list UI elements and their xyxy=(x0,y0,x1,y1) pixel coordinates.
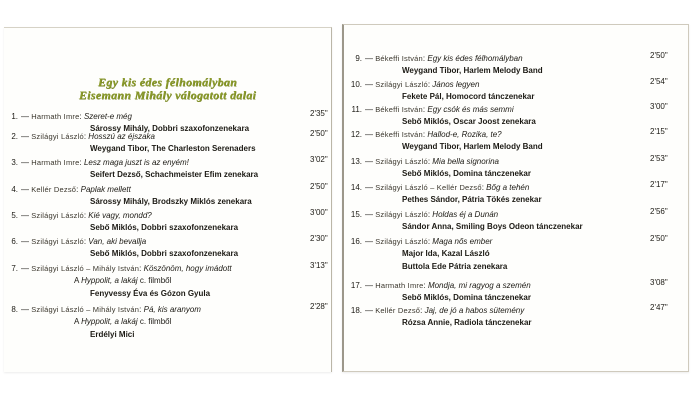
album-subtitle: Eisemann Mihály válogatott dalai xyxy=(78,88,257,102)
track-performer: Rózsa Annie, Radiola tánczenekar xyxy=(402,318,532,327)
track-header xyxy=(4,185,131,195)
track-colon: : xyxy=(427,80,433,89)
track-performer: Erdélyi Mici xyxy=(90,330,135,339)
track-duration: 2'56" xyxy=(650,207,668,216)
film-note-prefix: A xyxy=(74,317,82,326)
track-number: 4. xyxy=(11,185,18,194)
track-title: Pá, kis aranyom xyxy=(143,305,201,314)
track-dash: — xyxy=(365,183,376,192)
track-number: 18. xyxy=(350,306,362,315)
track-number: 8. xyxy=(11,305,18,314)
track-title: Köszönöm, hogy imádott xyxy=(143,264,232,273)
track-dash: — xyxy=(21,112,32,121)
track-number: 11. xyxy=(351,105,362,114)
track-performer: Weygand Tibor, Harlem Melody Band xyxy=(402,66,543,75)
track-colon: : xyxy=(83,211,89,220)
track-performer: Sebő Miklós, Dobbri szaxofonzenekara xyxy=(90,223,239,232)
track-dash: — xyxy=(21,305,32,314)
track-number: 13. xyxy=(350,157,362,166)
track-colon: : xyxy=(422,105,428,114)
track-dash: — xyxy=(365,210,376,219)
track-dash: — xyxy=(21,185,32,194)
track-duration: 2'15" xyxy=(650,127,668,136)
track-dash: — xyxy=(365,281,376,290)
track-header xyxy=(4,158,189,168)
track-duration: 2'53" xyxy=(650,154,668,163)
film-title: Hyppolit, a lakáj xyxy=(81,276,138,285)
track-credit: Kellér Dezső xyxy=(31,185,77,194)
track-performer: Major Ida, Kazal László xyxy=(402,249,490,258)
track-title: Holdas éj a Dunán xyxy=(432,210,499,219)
track-performer: Sándor Anna, Smiling Boys Odeon tánczenekar xyxy=(402,222,583,231)
track-performer: Fenyvessy Éva és Gózon Gyula xyxy=(90,289,211,298)
track-credit: Szilágyi László xyxy=(375,210,428,219)
track-number: 7. xyxy=(11,264,18,273)
track-credit: Szilágyi László xyxy=(375,157,428,166)
track-title: Egy csók és más semmi xyxy=(427,105,514,114)
track-header xyxy=(344,183,529,193)
track-credit: Békeffi István xyxy=(375,130,423,139)
track-credit: Harmath Imre xyxy=(375,281,424,290)
track-performer: Weygand Tibor, The Charleston Serenaders xyxy=(90,144,256,153)
track-colon: : xyxy=(79,112,84,121)
track-duration: 2'28" xyxy=(310,302,328,311)
track-credit: Szilágyi László – Kellér Dezső xyxy=(375,183,482,192)
track-credit: Harmath Imre xyxy=(31,158,80,167)
track-credit: Szilágyi László xyxy=(375,237,428,246)
booklet-right-page xyxy=(342,24,689,372)
track-header xyxy=(4,132,155,142)
track-duration: 3'00" xyxy=(650,102,668,111)
track-duration: 2'35" xyxy=(310,109,328,118)
track-performer: Sebő Miklós, Domina tánczenekar xyxy=(402,293,531,302)
track-header xyxy=(4,112,132,122)
track-credit: Harmath Imre xyxy=(31,112,80,121)
track-duration: 2'54" xyxy=(650,77,668,86)
track-dash: — xyxy=(365,130,376,139)
track-number: 9. xyxy=(355,54,362,63)
track-colon: : xyxy=(422,130,428,139)
track-dash: — xyxy=(21,211,32,220)
track-performer: Sebő Miklós, Oscar Joost zenekara xyxy=(402,117,536,126)
track-credit: Kellér Dezső xyxy=(375,306,421,315)
track-header xyxy=(4,211,152,221)
track-number: 10. xyxy=(350,80,362,89)
track-colon: : xyxy=(423,281,428,290)
track-header xyxy=(344,105,514,115)
track-number: 16. xyxy=(350,237,362,246)
track-colon: : xyxy=(76,185,81,194)
track-duration: 3'00" xyxy=(310,208,328,217)
film-note-prefix: A xyxy=(74,276,82,285)
track-dash: — xyxy=(365,237,376,246)
track-credit: Szilágyi László – Mihály István xyxy=(31,305,140,314)
track-header xyxy=(344,80,479,90)
track-title: Bőg a tehén xyxy=(486,183,530,192)
track-duration: 2'30" xyxy=(310,234,328,243)
track-dash: — xyxy=(21,158,32,167)
track-number: 6. xyxy=(11,237,18,246)
track-header xyxy=(4,264,232,274)
track-duration: 2'17" xyxy=(650,180,668,189)
track-duration: 2'50" xyxy=(310,182,328,191)
track-title: Van, aki bevallja xyxy=(88,237,147,246)
track-title: Jaj, de jó a habos sütemény xyxy=(424,306,525,315)
track-credit: Békeffi István xyxy=(375,54,423,63)
track-header xyxy=(344,210,498,220)
track-header xyxy=(4,305,201,315)
track-title: Hallod-e, Rozika, te? xyxy=(427,130,502,139)
track-performer: Sebő Miklós, Dobbri szaxofonzenekara xyxy=(90,249,239,258)
track-performer: Sárossy Mihály, Brodszky Miklós zenekara xyxy=(90,197,252,206)
track-title: Mia bella signorina xyxy=(432,157,499,166)
track-colon: : xyxy=(422,54,428,63)
track-number: 3. xyxy=(11,158,18,167)
track-dash: — xyxy=(365,54,376,63)
track-header xyxy=(344,306,524,316)
track-colon: : xyxy=(83,237,89,246)
track-colon: : xyxy=(420,306,425,315)
track-header xyxy=(344,157,499,167)
track-number: 2. xyxy=(11,132,18,141)
track-title: Maga nős ember xyxy=(432,237,493,246)
track-number: 15. xyxy=(350,210,362,219)
track-dash: — xyxy=(365,105,376,114)
track-dash: — xyxy=(21,132,32,141)
track-colon: : xyxy=(139,305,144,314)
track-duration: 2'50" xyxy=(310,129,328,138)
track-colon: : xyxy=(139,264,144,273)
track-duration: 3'13" xyxy=(310,261,328,270)
track-title: Kié vagy, mondd? xyxy=(88,211,152,220)
film-note xyxy=(74,317,171,327)
track-title: Egy kis édes félhomályban xyxy=(427,54,523,63)
track-performer: Pethes Sándor, Pátria Tökés zenekar xyxy=(402,195,542,204)
track-title: Mondja, mi ragyog a szemén xyxy=(427,281,531,290)
track-credit: Szilágyi László xyxy=(31,211,84,220)
track-duration: 3'02" xyxy=(310,155,328,164)
track-colon: : xyxy=(427,157,433,166)
track-performer-secondary: Buttola Ede Pátria zenekara xyxy=(402,262,508,271)
track-dash: — xyxy=(365,80,376,89)
track-performer: Seifert Dezső, Schachmeister Efim zenekara xyxy=(90,170,259,179)
track-dash: — xyxy=(21,264,32,273)
track-title: János legyen xyxy=(432,80,480,89)
track-dash: — xyxy=(365,306,376,315)
track-dash: — xyxy=(21,237,32,246)
track-header xyxy=(344,54,523,64)
track-header xyxy=(4,237,146,247)
track-dash: — xyxy=(365,157,376,166)
album-title: Egy kis édes félhomályban xyxy=(97,75,238,89)
track-credit: Békeffi István xyxy=(375,105,423,114)
track-performer: Weygand Tibor, Harlem Melody Band xyxy=(402,142,543,151)
film-note-suffix: c. filmből xyxy=(137,317,172,326)
track-title: Hosszú az éjszaka xyxy=(88,132,155,141)
film-note xyxy=(74,276,171,286)
film-title: Hyppolit, a lakáj xyxy=(81,317,138,326)
track-performer: Sebő Miklós, Domina tánczenekar xyxy=(402,169,531,178)
track-number: 12. xyxy=(350,130,362,139)
track-credit: Szilágyi László – Mihály István xyxy=(31,264,140,273)
track-header xyxy=(344,130,502,140)
track-title: Szeret-e még xyxy=(83,112,132,121)
track-credit: Szilágyi László xyxy=(31,132,84,141)
track-colon: : xyxy=(427,237,433,246)
track-duration: 2'47" xyxy=(650,303,668,312)
track-number: 17. xyxy=(350,281,362,290)
track-header xyxy=(344,281,531,291)
track-colon: : xyxy=(481,183,487,192)
track-duration: 2'50" xyxy=(650,234,668,243)
track-title: Lesz maga juszt is az enyém! xyxy=(83,158,189,167)
track-duration: 2'50" xyxy=(650,51,668,60)
track-credit: Szilágyi László xyxy=(31,237,84,246)
track-performer: Fekete Pál, Homocord tánczenekar xyxy=(402,92,535,101)
track-header xyxy=(344,237,492,247)
track-number: 5. xyxy=(11,211,18,220)
track-colon: : xyxy=(427,210,433,219)
track-credit: Szilágyi László xyxy=(375,80,428,89)
booklet-left-page xyxy=(4,27,332,372)
track-number: 14. xyxy=(350,183,362,192)
track-number: 1. xyxy=(11,112,18,121)
track-colon: : xyxy=(79,158,84,167)
track-title: Paplak mellett xyxy=(80,185,131,194)
film-note-suffix: c. filmből xyxy=(137,276,172,285)
track-performer: Sárossy Mihály, Dobbri szaxofonzenekara xyxy=(90,124,250,133)
track-colon: : xyxy=(83,132,89,141)
track-duration: 3'08" xyxy=(650,278,668,287)
